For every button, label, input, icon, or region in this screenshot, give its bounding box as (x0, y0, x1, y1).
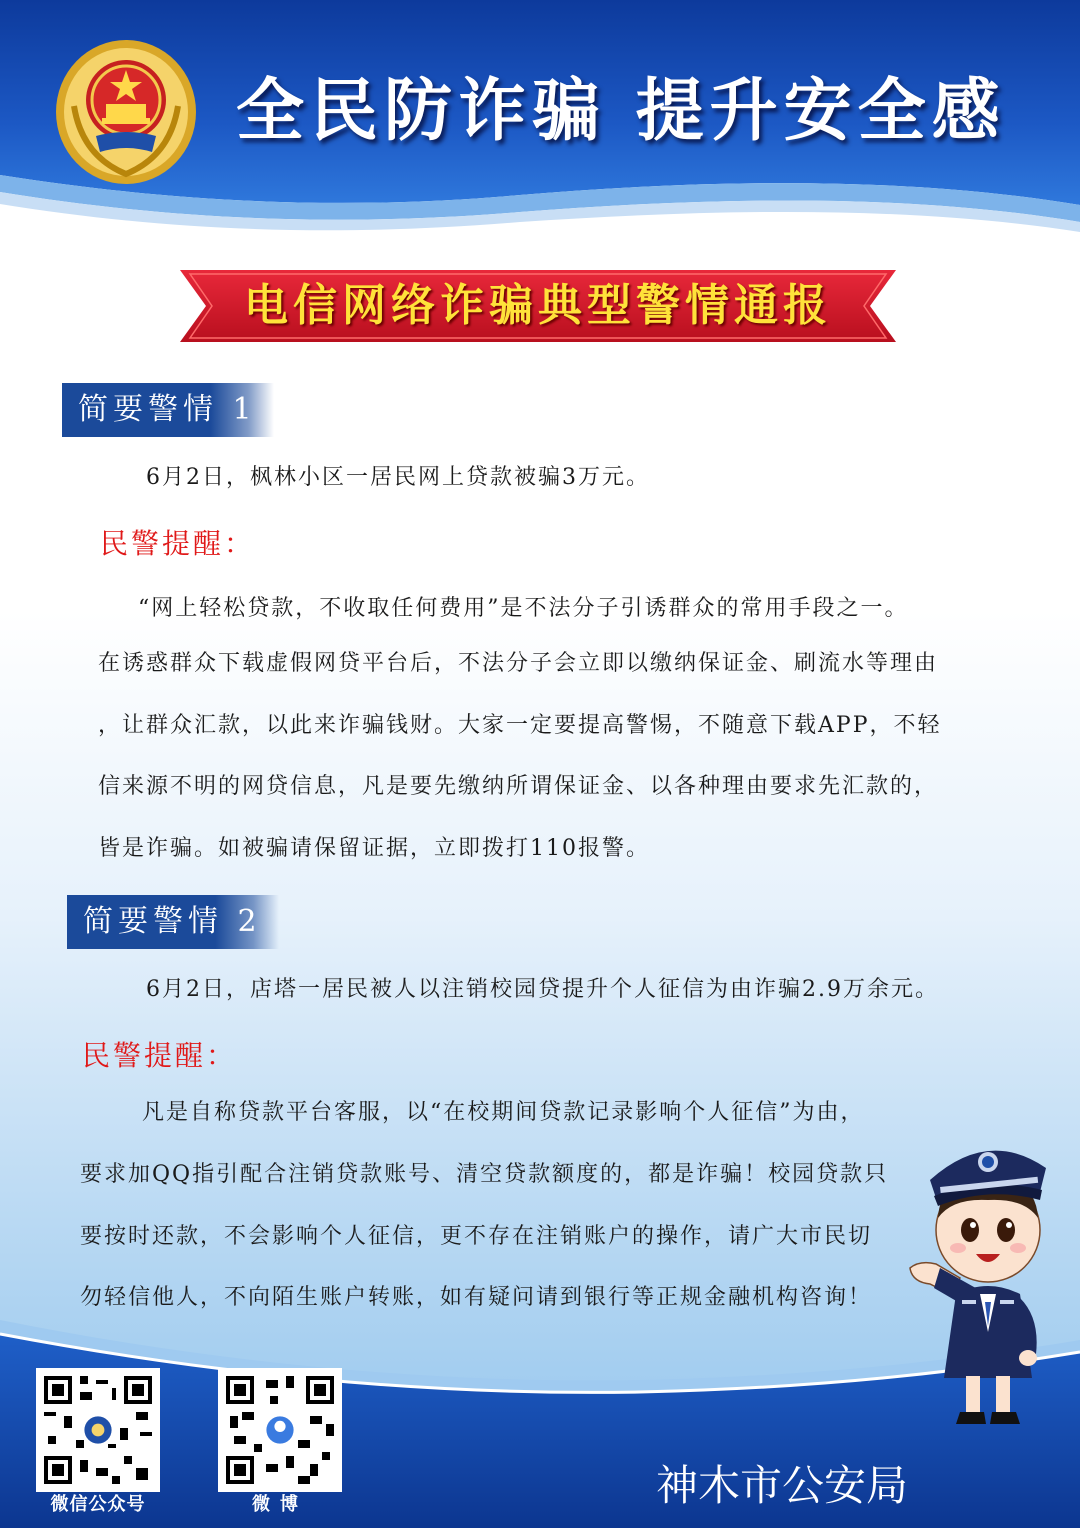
case1-line-3: ，让群众汇款，以此来诈骗钱财。大家一定要提高警惕，不随意下载APP，不轻 (98, 713, 942, 738)
case2-line-4: 勿轻信他人，不向陌生账户转账，如有疑问请到银行等正规金融机构咨询！ (80, 1285, 873, 1310)
banner-title: 电信网络诈骗典型警情通报 (244, 280, 832, 331)
weibo-qr-label: 微博 (252, 1494, 308, 1515)
police-mascot-icon (900, 1118, 1076, 1442)
case1-remind-label: 民警提醒： (100, 527, 256, 560)
case2-line-2: 要求加QQ指引配合注销贷款账号、清空贷款额度的，都是诈骗！校园贷款只 (80, 1162, 889, 1187)
case2-summary: 6月2日，店塔一居民被人以注销校园贷提升个人征信为由诈骗2.9万余元。 (146, 977, 939, 1002)
weibo-qr-code[interactable] (218, 1368, 342, 1492)
case1-line-2: 在诱惑群众下载虚假网贷平台后，不法分子会立即以缴纳保证金、刷流水等理由 (98, 651, 939, 676)
case1-line-4: 信来源不明的网贷信息，凡是要先缴纳所谓保证金、以各种理由要求先汇款的， (98, 774, 939, 799)
case1-line-5: 皆是诈骗。如被骗请保留证据，立即拨打110报警。 (98, 836, 650, 861)
police-emblem-icon (52, 36, 200, 186)
case1-summary: 6月2日，枫林小区一居民网上贷款被骗3万元。 (146, 465, 650, 490)
case1-line-1: “网上轻松贷款，不收取任何费用”是不法分子引诱群众的常用手段之一。 (138, 596, 909, 621)
case2-tag: 简要警情 2 (67, 895, 279, 949)
wechat-qr-label: 微信公众号 (50, 1494, 146, 1515)
organization-name: 神木市公安局 (656, 1461, 909, 1510)
case2-line-3: 要按时还款，不会影响个人征信，更不存在注销账户的操作，请广大市民切 (80, 1224, 873, 1249)
case1-tag: 简要警情 1 (62, 383, 274, 437)
case2-remind-label: 民警提醒： (82, 1039, 238, 1072)
case2-line-1: 凡是自称贷款平台客服，以“在校期间贷款记录影响个人征信”为由， (142, 1100, 865, 1125)
header-title: 全民防诈骗 提升安全感 (236, 72, 1006, 151)
wechat-qr-code[interactable] (36, 1368, 160, 1492)
